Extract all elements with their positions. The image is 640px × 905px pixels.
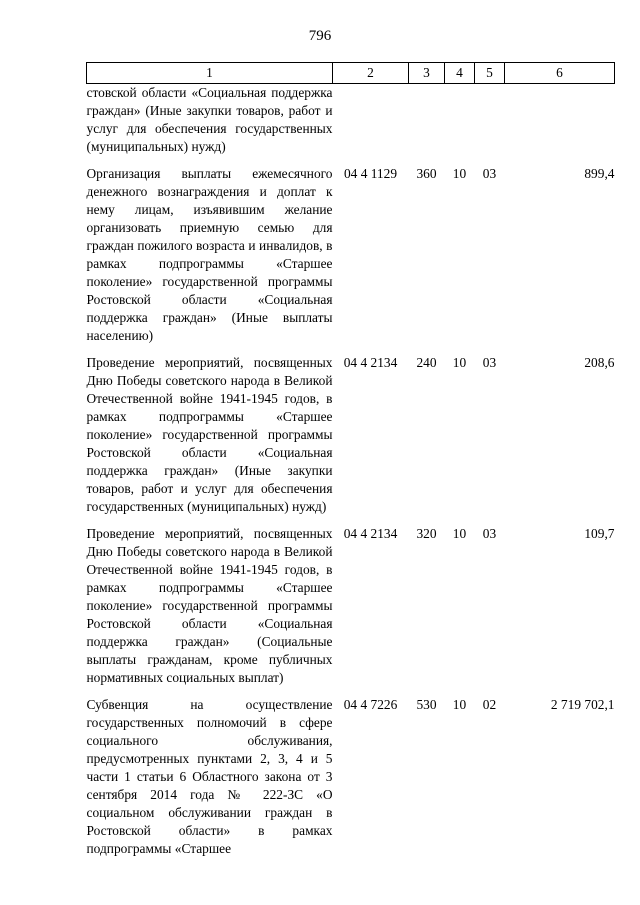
- row-description: Проведение мероприятий, посвященных Дню Победы советского народа в Великой Отечественной войне 1941-1945 годов, в рамках подпрограммы «Старшее поколение» государственной программы Ростовской области «Социальная поддержка граждан» (Иные закупки товаров, работ и услуг для обеспечения государственных (муниципальных) нужд): [86, 355, 333, 514]
- row-expense-type: 360: [416, 166, 437, 181]
- row-description: Организация выплаты ежемесячного денежного вознаграждения и доплат к нему лицам, изъявившим желание организовать приемную семью для граждан пожилого возраста и инвалидов, в рамках подпрограммы «Старшее поколение» государственной программы Ростовской области «Социальная поддержка граждан» (Иные выплаты населению): [86, 166, 333, 343]
- table-row: [87, 165, 615, 354]
- budget-table: [86, 62, 615, 867]
- row-amount: 2 719 702,1: [550, 697, 615, 712]
- row-expense-type: 320: [416, 526, 437, 541]
- row-expense-type: [409, 84, 445, 166]
- table-header-row: [87, 63, 615, 84]
- row-description: стовской области «Социальная поддержка граждан» (Иные закупки товаров, работ и услуг для обеспечения государственных (муниципальных) нужд): [86, 85, 333, 154]
- row-target-code: 04 4 2134: [343, 526, 398, 541]
- row-amount: 208,6: [584, 355, 615, 370]
- row-target-code: 04 4 1129: [343, 166, 398, 181]
- row-description: Субвенция на осуществление государственных полномочий в сфере социального обслуживания, предусмотренных пунктами 2, 3, 4 и 5 части 1 статьи 6 Областного закона от 3 сентября 2014 года № 222-ЗС «О социальном обслуживании граждан в Ростовской области» в рамках подпрограммы «Старшее: [86, 697, 333, 856]
- column-header-6: 6: [505, 63, 615, 84]
- row-subsection: 03: [482, 355, 497, 370]
- column-header-1: 1: [87, 63, 333, 84]
- column-header-2: 2: [333, 63, 409, 84]
- row-expense-type: 240: [416, 355, 437, 370]
- row-target-code: 04 4 7226: [343, 697, 398, 712]
- table-row: [87, 84, 615, 166]
- table-row: [87, 696, 615, 867]
- row-amount: [505, 84, 615, 166]
- row-section: [445, 84, 475, 166]
- page-number: 796: [308, 28, 332, 44]
- row-subsection: 03: [482, 166, 497, 181]
- row-target-code: [333, 84, 409, 166]
- row-expense-type: 530: [416, 697, 437, 712]
- row-amount: 899,4: [584, 166, 615, 181]
- row-section: 10: [452, 166, 467, 181]
- row-subsection: 02: [482, 697, 497, 712]
- table-row: [87, 525, 615, 696]
- row-section: 10: [452, 697, 467, 712]
- column-header-3: 3: [409, 63, 445, 84]
- row-subsection: [475, 84, 505, 166]
- row-section: 10: [452, 526, 467, 541]
- column-header-4: 4: [445, 63, 475, 84]
- column-header-5: 5: [475, 63, 505, 84]
- row-amount: 109,7: [584, 526, 615, 541]
- row-subsection: 03: [482, 526, 497, 541]
- table-row: [87, 354, 615, 525]
- row-description: Проведение мероприятий, посвященных Дню Победы советского народа в Великой Отечественной войне 1941-1945 годов, в рамках подпрограммы «Старшее поколение» государственной программы Ростовской области «Социальная поддержка граждан» (Социальные выплаты гражданам, кроме публичных нормативных социальных выплат): [86, 526, 333, 685]
- row-section: 10: [452, 355, 467, 370]
- row-target-code: 04 4 2134: [343, 355, 398, 370]
